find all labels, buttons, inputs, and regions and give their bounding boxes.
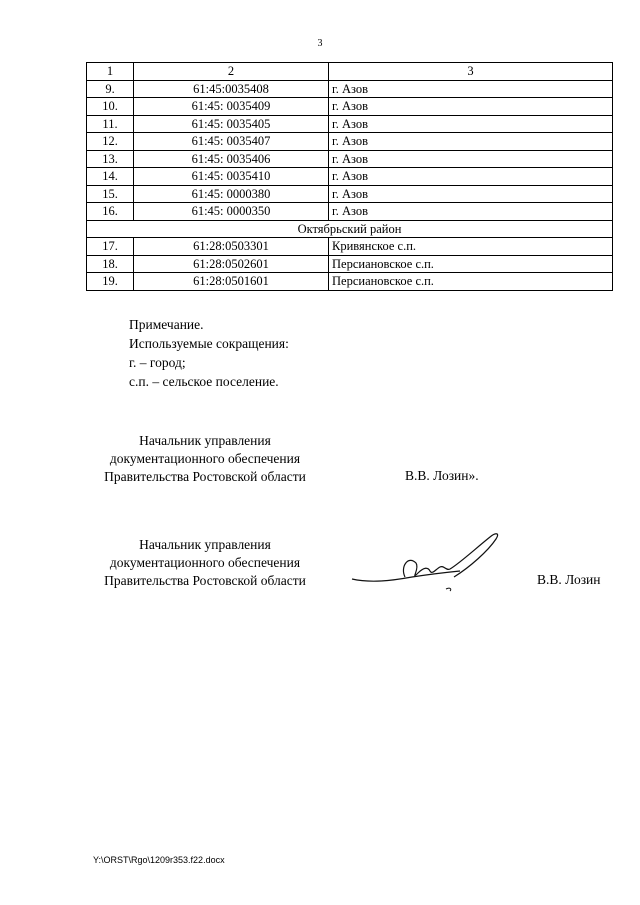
file-path-footer: Y:\ORST\Rgo\1209r353.f22.docx	[93, 855, 225, 865]
settlement: г. Азов	[329, 98, 613, 116]
table-row	[87, 255, 613, 273]
signature-name-1: В.В. Лозин».	[405, 468, 479, 483]
table-row	[87, 98, 613, 116]
cadastral-code: 61:45: 0000350	[134, 203, 329, 221]
note-title: Примечание.	[129, 317, 204, 332]
table-row	[87, 150, 613, 168]
settlement: Персиановское с.п.	[329, 255, 613, 273]
registry-table	[86, 62, 613, 291]
table-row	[87, 115, 613, 133]
settlement: г. Азов	[329, 185, 613, 203]
row-number: 18.	[87, 255, 134, 273]
row-number: 17.	[87, 238, 134, 256]
note-block	[129, 315, 289, 391]
cadastral-code: 61:45: 0035407	[134, 133, 329, 151]
row-number: 10.	[87, 98, 134, 116]
handwritten-signature	[350, 527, 510, 597]
section-row	[87, 220, 613, 238]
settlement: г. Азов	[329, 203, 613, 221]
table-row	[87, 273, 613, 291]
table-row	[87, 168, 613, 186]
cadastral-code: 61:45: 0035410	[134, 168, 329, 186]
note-item: г. – город;	[129, 355, 186, 370]
table-row	[87, 185, 613, 203]
cadastral-code: 61:28:0501601	[134, 273, 329, 291]
table-row	[87, 80, 613, 98]
header-col-1: 1	[87, 63, 134, 81]
table-header-row	[87, 63, 613, 81]
cadastral-code: 61:45:0035408	[134, 80, 329, 98]
section-title: Октябрьский район	[87, 220, 613, 238]
cadastral-code: 61:45: 0035409	[134, 98, 329, 116]
row-number: 13.	[87, 150, 134, 168]
settlement: Персиановское с.п.	[329, 273, 613, 291]
settlement: г. Азов	[329, 80, 613, 98]
settlement: г. Азов	[329, 168, 613, 186]
header-col-3: 3	[329, 63, 613, 81]
signature-position-line: документационного обеспечения	[109, 451, 301, 466]
settlement: Кривянское с.п.	[329, 238, 613, 256]
signature-position-line: Начальник управления	[139, 433, 271, 448]
settlement: г. Азов	[329, 115, 613, 133]
row-number: 11.	[87, 115, 134, 133]
signature-block-2	[88, 536, 322, 590]
page-number: 3	[317, 38, 323, 49]
row-number: 12.	[87, 133, 134, 151]
row-number: 16.	[87, 203, 134, 221]
signature-position-line: Правительства Ростовской области	[104, 573, 306, 588]
header-col-2: 2	[134, 63, 329, 81]
cadastral-code: 61:28:0503301	[134, 238, 329, 256]
cadastral-code: 61:45: 0035405	[134, 115, 329, 133]
table-row	[87, 203, 613, 221]
signature-name-2: В.В. Лозин	[537, 572, 601, 587]
signature-position-line: Правительства Ростовской области	[104, 469, 306, 484]
row-number: 19.	[87, 273, 134, 291]
signature-block-1	[88, 432, 322, 486]
signature-position-line: документационного обеспечения	[109, 555, 301, 570]
row-number: 15.	[87, 185, 134, 203]
settlement: г. Азов	[329, 133, 613, 151]
cadastral-code: 61:45: 0000380	[134, 185, 329, 203]
row-number: 14.	[87, 168, 134, 186]
table-row	[87, 133, 613, 151]
note-item: с.п. – сельское поселение.	[129, 374, 279, 389]
cadastral-code: 61:45: 0035406	[134, 150, 329, 168]
table-row	[87, 238, 613, 256]
settlement: г. Азов	[329, 150, 613, 168]
row-number: 9.	[87, 80, 134, 98]
note-subtitle: Используемые сокращения:	[129, 336, 289, 351]
signature-position-line: Начальник управления	[139, 537, 271, 552]
cadastral-code: 61:28:0502601	[134, 255, 329, 273]
